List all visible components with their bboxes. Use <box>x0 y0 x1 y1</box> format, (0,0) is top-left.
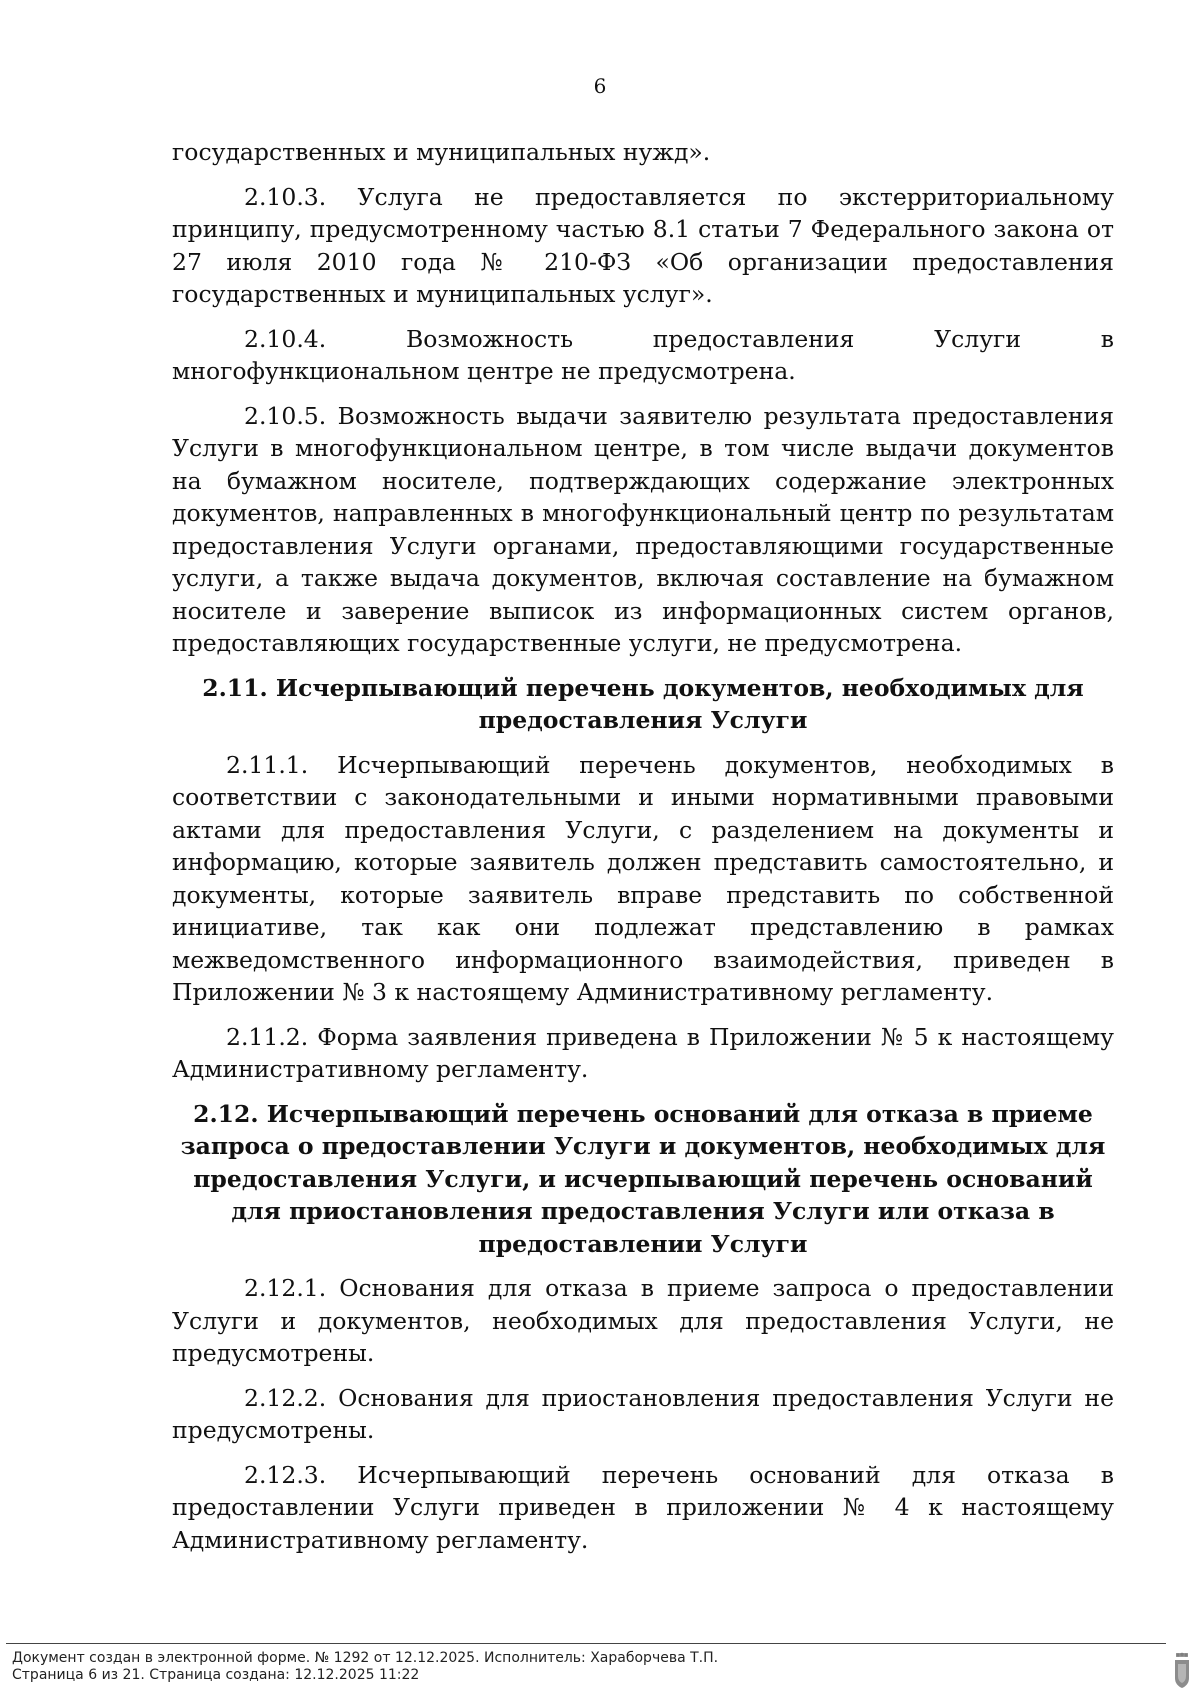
paragraph-continuation: государственных и муниципальных нужд». <box>172 138 711 166</box>
document-footer <box>12 1650 718 1684</box>
footer-divider <box>6 1643 1166 1644</box>
paragraph-2-12-2: 2.12.2. Основания для приостановления предоставления Услуги не предусмотрены. <box>172 1383 1114 1444</box>
coat-of-arms-icon <box>1172 1652 1192 1690</box>
paragraph-2-11-1: 2.11.1. Исчерпывающий перечень документов, необходимых в соответствии с законодательными и иными нормативными правовыми актами для предоставления Услуги, с разделением на документы и информацию, которые заявитель должен представить самостоятельно, и документы, которые заявитель вправе представить по собственной инициативе, так как они подлежат представлению в рамках межведомственного информационного взаимодействия, приведен в Приложении № 3 к настоящему Административному регламенту. <box>172 750 1114 1006</box>
paragraph-2-12-1: 2.12.1. Основания для отказа в приеме запроса о предоставлении Услуги и документов, необходимых для предоставления Услуги, не предусмотрены. <box>172 1274 1114 1367</box>
paragraph-2-10-4: 2.10.4. Возможность предоставления Услуги в многофункциональном центре не предусмотрена. <box>172 324 1114 385</box>
paragraph-2-10-3: 2.10.3. Услуга не предоставляется по экстерриториальному принципу, предусмотренному частью 8.1 статьи 7 Федерального закона от 27 июля 2010 года № 210-ФЗ «Об организации предоставления государственных и муниципальных услуг». <box>172 182 1114 308</box>
page-number: 6 <box>593 74 607 98</box>
section-heading-2-12: 2.12. Исчерпывающий перечень оснований для отказа в приеме запроса о предоставлении Услуги и документов, необходимых для предоставления Услуги, и исчерпывающий перечень оснований для приостановления предоставления Услуги или отказа в предоставлении Услуги <box>180 1099 1106 1258</box>
paragraph-2-10-5: 2.10.5. Возможность выдачи заявителю результата предоставления Услуги в многофункциональном центре, в том числе выдачи документов на бумажном носителе, подтверждающих содержание электронных документов, направленных в многофункциональный центр по результатам предоставления Услуги органами, предоставляющими государственные услуги, а также выдача документов, включая составление на бумажном носителе и заверение выписок из информационных систем органов, предоставляющих государственные услуги, не предусмотрена. <box>172 401 1114 657</box>
footer-line-document-info: Документ создан в электронной форме. № 1292 от 12.12.2025. Исполнитель: Хараборчева Т.П. <box>12 1650 719 1666</box>
footer-line-page-info: Страница 6 из 21. Страница создана: 12.12.2025 11:22 <box>12 1667 420 1683</box>
paragraph-2-12-3: 2.12.3. Исчерпывающий перечень оснований для отказа в предоставлении Услуги приведен в приложении № 4 к настоящему Административному регламенту. <box>172 1460 1114 1554</box>
document-body <box>172 136 1114 1568</box>
paragraph-2-11-2: 2.11.2. Форма заявления приведена в Приложении № 5 к настоящему Административному регламенту. <box>172 1022 1114 1083</box>
section-heading-2-11: 2.11. Исчерпывающий перечень документов, необходимых для предоставления Услуги <box>202 673 1084 734</box>
